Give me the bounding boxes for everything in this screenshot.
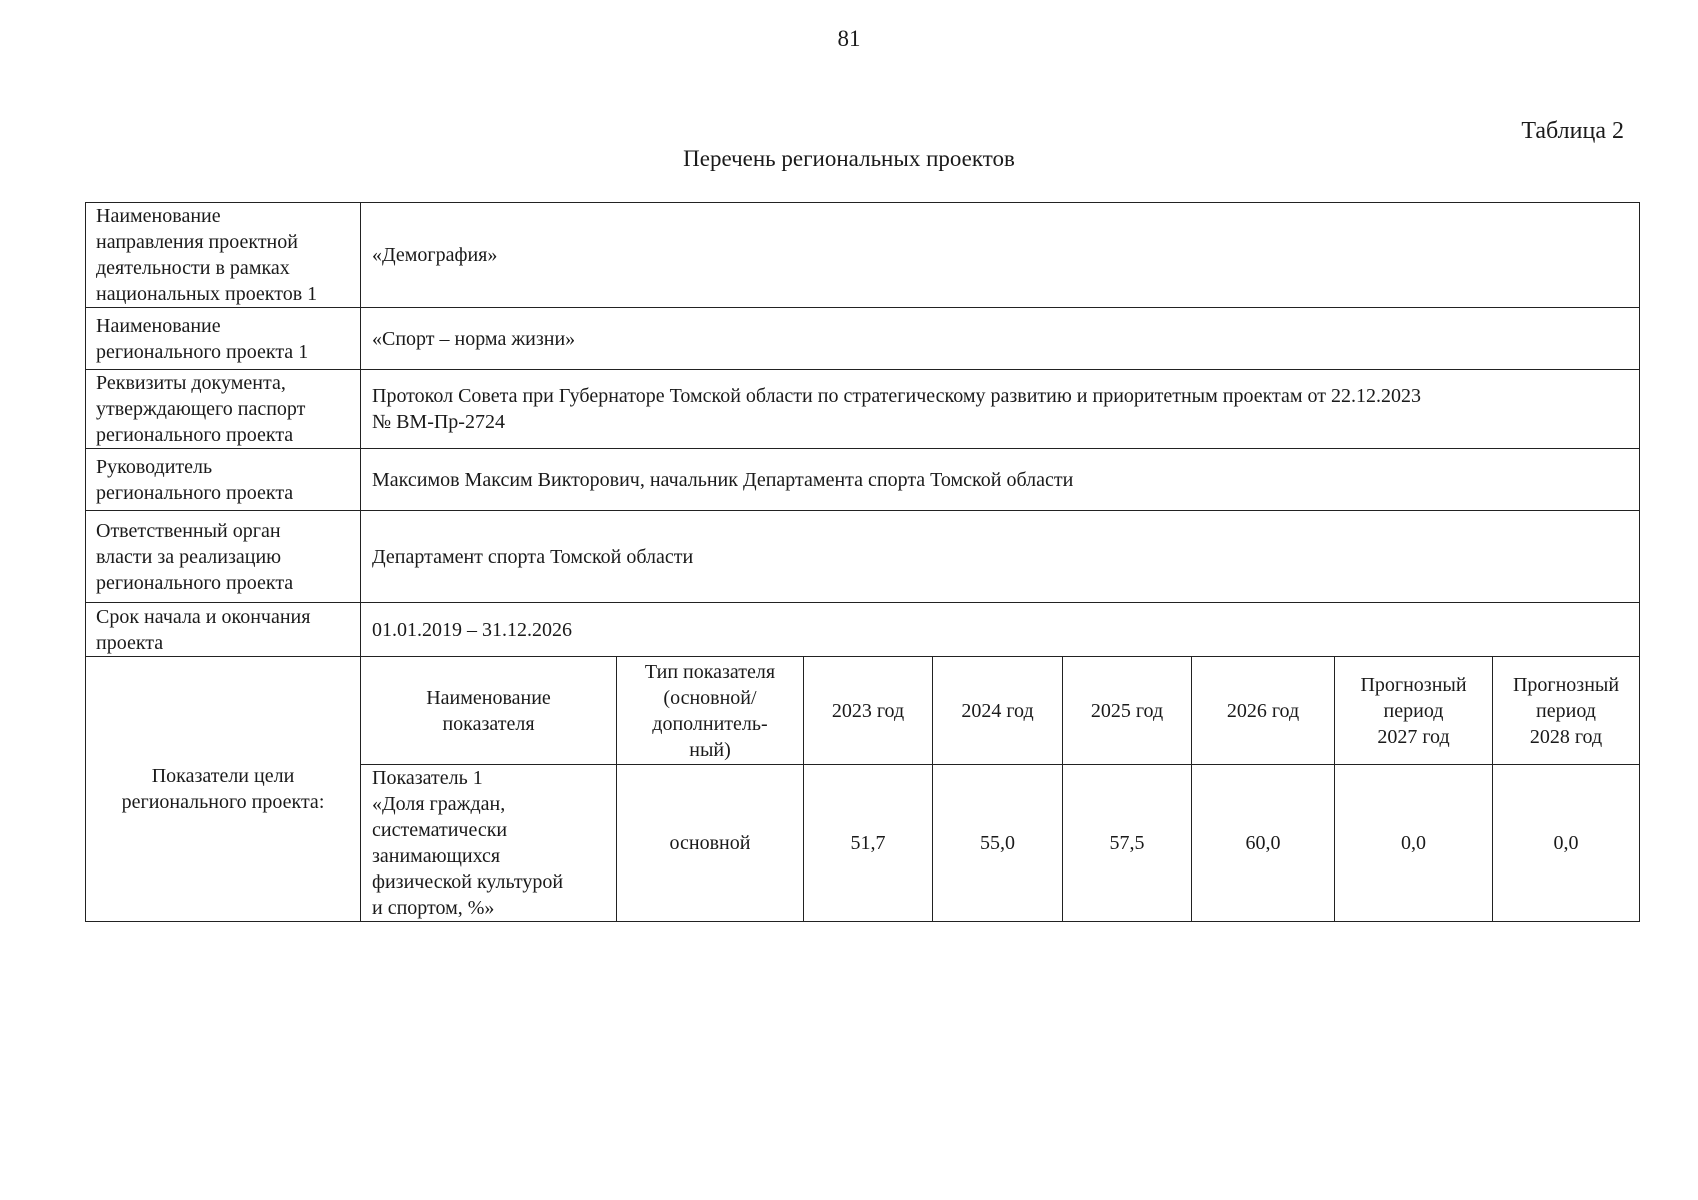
- table-label: Таблица 2: [1521, 118, 1624, 144]
- indicator-value-2023: 51,7: [804, 765, 933, 922]
- passport-label-project-name: Наименование регионального проекта 1: [86, 308, 361, 370]
- passport-value-document: Протокол Совета при Губернаторе Томской области по стратегическому развитию и приоритетным проектам от 22.12.2023 № ВМ-Пр-2724: [361, 370, 1640, 449]
- passport-label-document: Реквизиты документа, утверждающего паспорт регионального проекта: [86, 370, 361, 449]
- table-title: Перечень региональных проектов: [683, 146, 1015, 171]
- indicator-value-2026: 60,0: [1192, 765, 1335, 922]
- indicator-value-2024: 55,0: [933, 765, 1063, 922]
- passport-value-head: Максимов Максим Викторович, начальник Департамента спорта Томской области: [361, 449, 1640, 511]
- passport-row-direction: [86, 203, 1640, 308]
- passport-label-responsible-body: Ответственный орган власти за реализацию регионального проекта: [86, 511, 361, 603]
- indicators-header-row: [86, 657, 1640, 765]
- passport-label-term: Срок начала и окончания проекта: [86, 603, 361, 657]
- header-year-2026: 2026 год: [1192, 657, 1335, 765]
- indicator-value-2028: 0,0: [1493, 765, 1640, 922]
- passport-row-document: [86, 370, 1640, 449]
- header-indicator-type: Тип показателя (основной/ дополнитель- ный): [617, 657, 804, 765]
- passport-row-head: [86, 449, 1640, 511]
- regional-projects-table: [85, 202, 1640, 922]
- passport-row-project-name: [86, 308, 1640, 370]
- passport-value-responsible-body: Департамент спорта Томской области: [361, 511, 1640, 603]
- indicator-type: основной: [617, 765, 804, 922]
- indicator-name: Показатель 1 «Доля граждан, систематически занимающихся физической культурой и спортом, %»: [361, 765, 617, 922]
- indicators-section-label: Показатели цели регионального проекта:: [86, 657, 361, 922]
- passport-label-head: Руководитель регионального проекта: [86, 449, 361, 511]
- indicator-value-2027: 0,0: [1335, 765, 1493, 922]
- header-year-2024: 2024 год: [933, 657, 1063, 765]
- page-number: 81: [837, 26, 861, 51]
- header-year-2025: 2025 год: [1063, 657, 1192, 765]
- passport-label-direction: Наименование направления проектной деятельности в рамках национальных проектов 1: [86, 203, 361, 308]
- indicator-value-2025: 57,5: [1063, 765, 1192, 922]
- passport-row-responsible-body: [86, 511, 1640, 603]
- header-year-2023: 2023 год: [804, 657, 933, 765]
- header-forecast-2027: Прогнозный период 2027 год: [1335, 657, 1493, 765]
- passport-value-project-name: «Спорт – норма жизни»: [361, 308, 1640, 370]
- header-forecast-2028: Прогнозный период 2028 год: [1493, 657, 1640, 765]
- header-indicator-name: Наименование показателя: [361, 657, 617, 765]
- passport-row-term: [86, 603, 1640, 657]
- passport-value-term: 01.01.2019 – 31.12.2026: [361, 603, 1640, 657]
- passport-value-direction: «Демография»: [361, 203, 1640, 308]
